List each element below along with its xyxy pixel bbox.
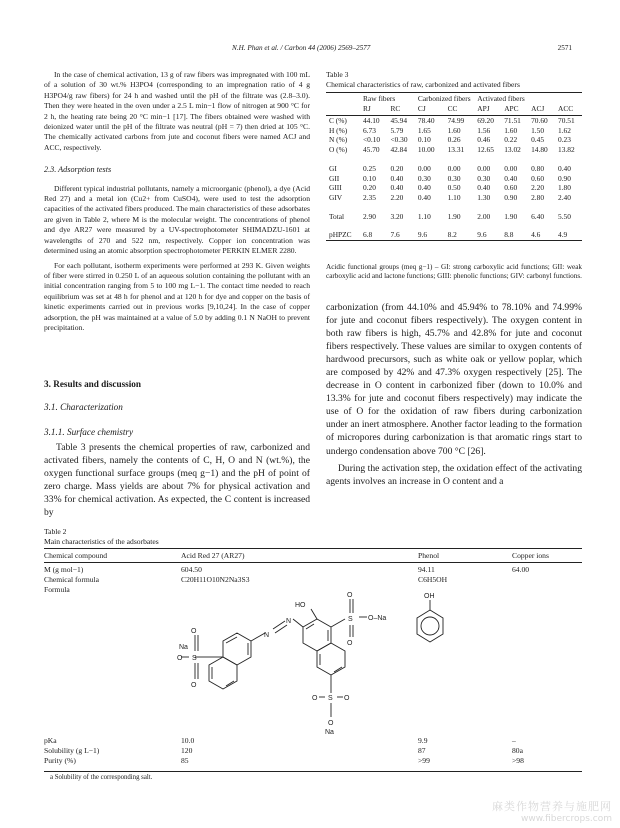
running-title: N.H. Phan et al. / Carbon 44 (2006) 2569–2577 (232, 44, 371, 52)
ar27-label-o-bottom: O (328, 720, 334, 727)
table3-row (326, 145, 582, 155)
table3-cell: 1.10 (417, 211, 431, 221)
table3-cell: 0.40 (504, 173, 518, 183)
table3-cell: 1.56 (477, 125, 491, 135)
table3-cell: 0.25 (362, 163, 376, 173)
paragraph-isotherm: For each pollutant, isotherm experiments were performed at 293 K. Given weights of fiber were stirred in 0.250 L of an aqueous solution containing the pollutant with an initial concentration ranging from 5 to 100 mg L−1. The contact time needed to reach equilibrium was set at 48 h for phenol and at 120 h for dye and copper on the basis of kinetic experiments carried out in previous works [9,10,24]. In the case of copper adsorption, the pH was maintained at a value of 5.0 by adding 0.1 N NaOH to prevent precipitation. (44, 260, 310, 332)
section-3-1-heading: 3.1. Characterization (44, 402, 123, 413)
table3-cell: 0.40 (390, 173, 404, 183)
table3-cell: 4.9 (558, 230, 568, 240)
table3-cell: <0.10 (362, 135, 381, 145)
table2-cell: 85 (181, 756, 189, 765)
table3-cell: 0.22 (504, 135, 518, 145)
table3-cell: 2.35 (362, 192, 376, 202)
table3-row-label: C (%) (329, 116, 347, 126)
table3-row (326, 183, 582, 193)
table3-label: Table 3 (326, 70, 349, 79)
phenol-structure (410, 590, 460, 650)
ar27-label-o-top-bottom: O (347, 640, 353, 647)
table3-cell: 1.50 (531, 125, 545, 135)
table2-cell: – (512, 736, 516, 745)
table3-cell: 0.00 (477, 163, 491, 173)
table3-col-header: CC (447, 103, 458, 113)
table3-cell: 0.26 (447, 135, 461, 145)
table2-cell: 604.50 (181, 565, 202, 574)
table3-row-label: pHPZC (329, 230, 352, 240)
table2-cell: 64.00 (512, 565, 530, 574)
table3-row (326, 155, 582, 174)
table3-cell: 0.40 (417, 192, 431, 202)
right-column (326, 301, 582, 488)
table3-cell: 13.31 (447, 144, 465, 154)
table3-cell: 2.20 (531, 183, 545, 193)
table3-cell: 0.40 (558, 163, 571, 173)
table3-cell: 0.40 (417, 183, 431, 193)
table3-cell: 2.00 (477, 211, 491, 221)
table3-cell: 1.10 (447, 192, 461, 202)
ar27-structure (175, 585, 390, 735)
paragraph-pollutants: Different typical industrial pollutants, namely a microorganic (phenol), a dye (Acid Red 27) and a metal ion (Cu2+ from CuSO4), were used to test the adsorption capacities of the activated fibers produced. The main characteristics of these adsorbates are given in Table 2, where M is the molecular weight. The concentrations of phenol and dye AR27 were measured by a UV-spectrophotometer SHIMADZU-1601 at wavelengths of 270 and 522 nm, respectively. Copper ion concentration was determined using an atomic absorption spectrophotometer PERKIN ELMER 2280. (44, 183, 310, 256)
table2-row-label: Solubility (g L−1) (44, 746, 100, 755)
phenol-label-oh: OH (424, 593, 435, 600)
table3-cell: 71.51 (504, 116, 521, 126)
table3 (326, 94, 582, 241)
table3-cell: 45.94 (390, 116, 408, 126)
table3-row-label: O (%) (329, 144, 348, 154)
table3-row-label: GII (329, 173, 340, 183)
table2-row-label: Formula (44, 585, 70, 594)
table3-cell: 0.40 (477, 183, 491, 193)
table3-cell: 2.40 (558, 192, 571, 202)
table3-row (326, 135, 582, 145)
table2-cell: >98 (512, 756, 524, 765)
table3-cell: 7.6 (390, 230, 400, 240)
ar27-label-s-left: S (192, 655, 197, 662)
table2-header-copper: Copper ions (512, 551, 549, 560)
table3-cell: 44.10 (362, 116, 380, 126)
table3-cell: 0.46 (477, 135, 491, 145)
table2-row-label: Chemical formula (44, 575, 100, 584)
table3-cell: 45.70 (362, 144, 380, 154)
table2-cell: 80a (512, 746, 523, 755)
ar27-label-o-top: O (347, 592, 353, 599)
table3-row (326, 221, 582, 240)
table2-header-compound: Chemical compound (44, 551, 108, 560)
table3-cell: 42.84 (390, 144, 408, 154)
left-column-lower (44, 378, 310, 519)
table2-cell: 87 (418, 746, 426, 755)
table3-row-label: N (%) (329, 135, 348, 145)
table3-cell: 0.10 (417, 135, 431, 145)
table2-cell: >99 (418, 756, 430, 765)
table2-row-label: Purity (%) (44, 756, 76, 765)
table3-row-label: GIV (329, 192, 343, 202)
table2-cell: C6H5OH (418, 575, 448, 584)
table3-cell: 13.02 (504, 144, 521, 154)
left-column (44, 70, 310, 333)
ar27-label-s-bottom: S (328, 695, 333, 702)
table3-cell: 0.30 (417, 173, 431, 183)
table3-footnote: Acidic functional groups (meq g−1) – GI: strong carboxylic acid functions; GII: weak carboxylic acid and lactone functions; GIII: phenolic functions; GIV: carbonyl functions. (326, 263, 582, 281)
table3-cell: <0.30 (390, 135, 408, 145)
watermark-line2: www.fibercrops.com (521, 814, 612, 824)
table3-cell: 0.60 (531, 173, 545, 183)
table3-cell: 0.00 (447, 163, 461, 173)
table2-cell: 94.11 (418, 565, 435, 574)
table3-col-header: ACC (558, 103, 574, 113)
table3-cell: 1.60 (504, 125, 518, 135)
watermark (492, 798, 612, 824)
ar27-label-o-bottom-left: O (312, 695, 318, 702)
table3-cell: 13.82 (558, 144, 575, 154)
table3-cell: 0.30 (447, 173, 461, 183)
table3-cell: 1.60 (447, 125, 461, 135)
table3-cell: 8.2 (447, 230, 457, 240)
table3-group-raw: Raw fibers (362, 94, 396, 103)
table3-cell: 1.30 (477, 192, 491, 202)
table3-col-header: CJ (417, 103, 426, 113)
table3-row-label: Total (329, 211, 345, 221)
table3-cell: 1.65 (417, 125, 431, 135)
table3-cell: 0.00 (504, 163, 518, 173)
table3-row-label: GIII (329, 183, 342, 193)
table3-cell: 70.60 (531, 116, 548, 126)
ar27-label-o-left-top: O (191, 628, 197, 635)
table3-cell: 0.20 (390, 163, 404, 173)
table3-cell: 3.20 (390, 211, 404, 221)
table3-cell: 9.6 (417, 230, 428, 240)
table3-row-label: GI (329, 163, 337, 173)
table2-row-label: M (g mol−1) (44, 565, 84, 574)
table3-cell: 1.62 (558, 125, 571, 135)
table3-group-carbonized: Carbonized fibers (417, 94, 471, 103)
table3-cell: 0.90 (558, 173, 571, 183)
ar27-label-o-left: O (177, 655, 183, 662)
table3-cell: 1.90 (447, 211, 461, 221)
table3-cell: 1.90 (504, 211, 518, 221)
table3-cell: 4.6 (531, 230, 541, 240)
page-number: 2571 (557, 44, 572, 52)
ar27-label-na-bottom: Na (325, 729, 334, 735)
table3-cell: 14.80 (531, 144, 548, 154)
table3-col-header: RC (390, 103, 401, 113)
table3-row (326, 193, 582, 203)
table3-cell: 0.90 (504, 192, 518, 202)
table3-cell: 0.45 (531, 135, 545, 145)
table3-cell: 6.40 (531, 211, 545, 221)
table3-cell: 2.80 (531, 192, 545, 202)
table3-cell: 10.00 (417, 144, 435, 154)
table3-cell: 0.40 (390, 183, 404, 193)
table3-cell: 0.50 (447, 183, 461, 193)
table3-cell: 9.6 (477, 230, 487, 240)
table3-caption: Chemical characteristics of raw, carbonized and activated fibers (326, 80, 520, 89)
table3-cell: 0.20 (362, 183, 376, 193)
section-3-1-1-heading: 3.1.1. Surface chemistry (44, 427, 134, 438)
table2-cell: 9.9 (418, 736, 428, 745)
table3-row (326, 126, 582, 136)
ar27-label-ho: HO (295, 602, 306, 609)
ar27-label-o-left-bottom: O (191, 682, 197, 689)
table2-label: Table 2 (44, 527, 67, 536)
table2-row-label: pKa (44, 736, 57, 745)
table2-caption: Main characteristics of the adsorbates (44, 537, 159, 546)
table3-row (326, 202, 582, 221)
paragraph-chemical-activation: In the case of chemical activation, 13 g of raw fibers was impregnated with 100 mL of a solution of 30 wt.% H3PO4 (corresponding to an impregnation ratio of 4 g H3PO4/g raw fibers) for 24 h and washed until the pH of the filtrate was (2.8–3.0). Then they were heated in the oven under a 2.5 L min−1 flow of nitrogen at 900 °C for 2 h, the heating rate being 20 °C min−1 [17]. The fibers obtained were washed with deionized water until the pH of the filtrate was neutral (pH = 7) then dried at 105 °C. The chemically activated carbons from jute and coconut fibers were named ACJ and ACC, respectively. (44, 70, 310, 152)
table3-cell: 6.8 (362, 230, 373, 240)
watermark-line1: 麻类作物营养与施肥网 (492, 800, 612, 813)
table2-cell: 120 (181, 746, 193, 755)
table3-group-activated: Activated fibers (477, 94, 525, 103)
table3-col-header: ACJ (531, 103, 545, 113)
table2-cell: 10.0 (181, 736, 195, 745)
table2-footnote: a Solubility of the corresponding salt. (50, 774, 153, 781)
table3-row (326, 174, 582, 184)
table3-col-header: APC (504, 103, 519, 113)
table2-cell: C20H11O10N2Na3S3 (181, 575, 250, 584)
table3-row (326, 116, 582, 126)
table3-cell: 69.20 (477, 116, 494, 126)
table3-cell: 0.30 (477, 173, 491, 183)
table3-cell: 6.73 (362, 125, 376, 135)
table3-cell: 2.90 (362, 211, 376, 221)
table3-cell: 74.99 (447, 116, 465, 126)
table3-cell: 0.80 (531, 163, 545, 173)
ar27-label-s-top: S (348, 616, 353, 623)
section-2-3-heading: 2.3. Adsorption tests (44, 165, 112, 175)
table2-header-ar27: Acid Red 27 (AR27) (181, 551, 245, 560)
ar27-label-o-bottom-right: O (344, 695, 350, 702)
section-3-heading: 3. Results and discussion (44, 379, 142, 389)
table3-col-header: APJ (477, 103, 490, 113)
paragraph-surface-chemistry: Table 3 presents the chemical properties of raw, carbonized and activated fibers, namely the contents of C, H, O and N (wt.%), the oxygen functional surface groups (meq g−1) and the pH of point of zero charge. Mass yields are about 7% for physical activation and 33% for chemical activation. As expected, the C content is increased by (44, 442, 310, 519)
table3-cell: 2.20 (390, 192, 404, 202)
table3-col-header: RJ (362, 103, 371, 113)
table3-cell: 0.10 (362, 173, 376, 183)
table3-cell: 1.80 (558, 183, 571, 193)
table3-cell: 0.00 (417, 163, 431, 173)
table3-cell: 78.40 (417, 116, 435, 126)
ar27-label-ona-top: O–Na (368, 615, 387, 622)
table3-cell: 5.50 (558, 211, 571, 221)
table3-cell: 12.65 (477, 144, 494, 154)
ar27-label-n1: N (264, 632, 270, 639)
paragraph-carbonization: carbonization (from 44.10% and 45.94% to 78.10% and 74.99% for jute and coconut fibers respectively). The oxygen content in both raw fibers is high, 45.7% and 42.8% for jute and coconut fibers respectively. These values are similar to oxygen contents of hardwood precursors, such as white oak or yellow poplar, which are composed by 42% and 47.3% oxygen respectively [25]. The decrease in O content in carbonized fiber (down to 10.0% and 13.3% for jute and coconut fibers respectively) may indicate the use of O for the oxidation of raw fibers during carbonization under an inert atmosphere. Another factor leading to the formation of micropores during carbonization is that aromatic rings start to undergo condensation above 700 °C [26]. (326, 302, 582, 457)
table3-cell: 0.60 (504, 183, 518, 193)
ar27-label-n2: N (286, 618, 292, 625)
paragraph-activation-step: During the activation step, the oxidation effect of the activating agents involves an increase in O content and a (326, 462, 582, 487)
table2-header-phenol: Phenol (418, 551, 440, 560)
table3-cell: 5.79 (390, 125, 404, 135)
table3-cell: 0.23 (558, 135, 571, 145)
table3-cell: 8.8 (504, 230, 514, 240)
table3-row-label: H (%) (329, 125, 348, 135)
ar27-label-na-left: Na (179, 644, 188, 651)
table3-cell: 70.51 (558, 116, 575, 126)
